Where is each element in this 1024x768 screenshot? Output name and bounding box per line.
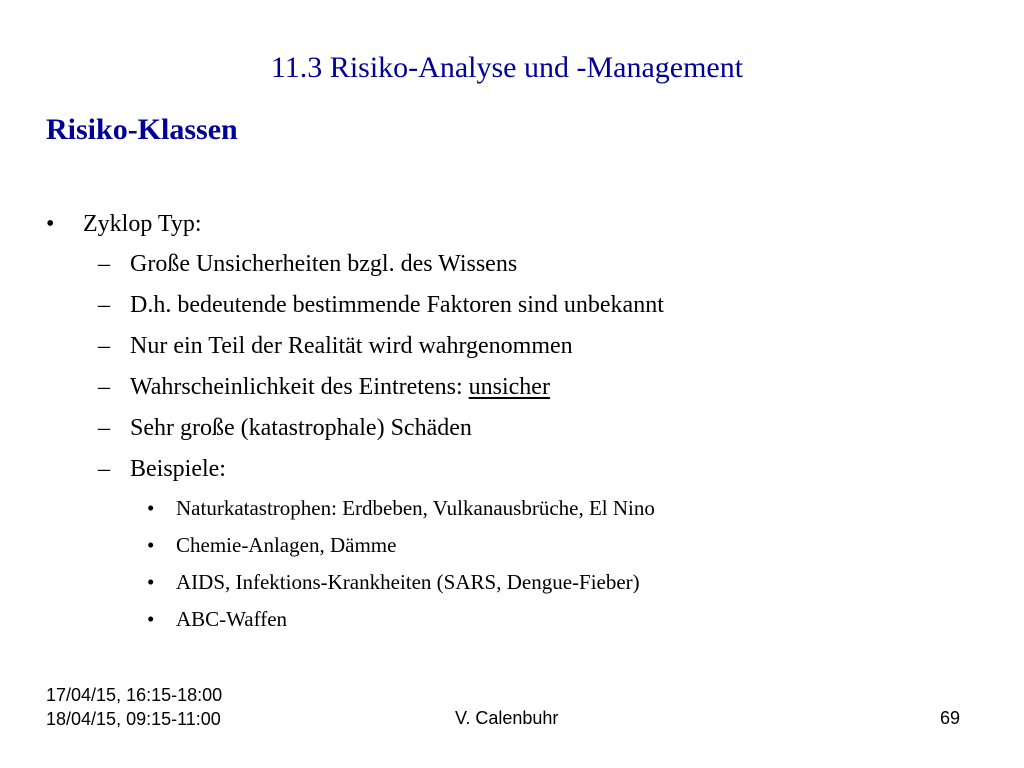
- example-item: [46, 564, 1006, 601]
- sub-item: [46, 326, 1006, 367]
- example-text: AIDS, Infektions-Krankheiten (SARS, Dengue-Fieber): [176, 570, 640, 594]
- sub-item: [46, 244, 1006, 285]
- dash-marker: –: [98, 374, 110, 400]
- dash-marker: –: [98, 251, 110, 277]
- bullet-marker: •: [147, 496, 155, 520]
- dash-marker: –: [98, 456, 110, 482]
- example-text: Naturkatastrophen: Erdbeben, Vulkanausbrüche, El Nino: [176, 496, 655, 520]
- dash-marker: –: [98, 415, 110, 441]
- sub-item-text: Sehr große (katastrophale) Schäden: [130, 415, 472, 441]
- sub-item: [46, 408, 1006, 449]
- bullet-text: Zyklop Typ:: [83, 211, 202, 237]
- sub-item: [46, 285, 1006, 326]
- dash-marker: –: [98, 292, 110, 318]
- example-item: [46, 527, 1006, 564]
- bullet-marker: •: [147, 570, 155, 594]
- dash-marker: –: [98, 333, 110, 359]
- page-number: 69: [940, 708, 961, 728]
- sub-item-text: Wahrscheinlichkeit des Eintretens:: [130, 374, 469, 400]
- footer-author: V. Calenbuhr: [455, 708, 559, 728]
- example-item: [46, 490, 1006, 527]
- slide-title: 11.3 Risiko-Analyse und -Management: [270, 51, 744, 84]
- bullet-marker: •: [147, 533, 155, 557]
- sub-item-text: Große Unsicherheiten bzgl. des Wissens: [130, 251, 518, 277]
- bullet-item-zyklop: [46, 204, 1006, 244]
- sub-item-text: Nur ein Teil der Realität wird wahrgenommen: [130, 333, 573, 359]
- underlined-text: unsicher: [468, 374, 550, 400]
- footer-date-line: 18/04/15, 09:15-11:00: [46, 709, 221, 729]
- sub-item: [46, 367, 1006, 408]
- slide-subtitle: Risiko-Klassen: [46, 113, 238, 146]
- example-text: Chemie-Anlagen, Dämme: [176, 533, 397, 557]
- footer-date-line: 17/04/15, 16:15-18:00: [46, 685, 223, 705]
- example-item: [46, 601, 1006, 638]
- sub-item-text: Beispiele:: [130, 456, 226, 482]
- bullet-marker: •: [147, 607, 155, 631]
- footer-date: [46, 683, 222, 731]
- slide-content: [46, 204, 1006, 638]
- sub-item-text: D.h. bedeutende bestimmende Faktoren sind unbekannt: [130, 292, 664, 318]
- bullet-marker: •: [46, 211, 55, 237]
- sub-item: [46, 449, 1006, 490]
- example-text: ABC-Waffen: [176, 607, 288, 631]
